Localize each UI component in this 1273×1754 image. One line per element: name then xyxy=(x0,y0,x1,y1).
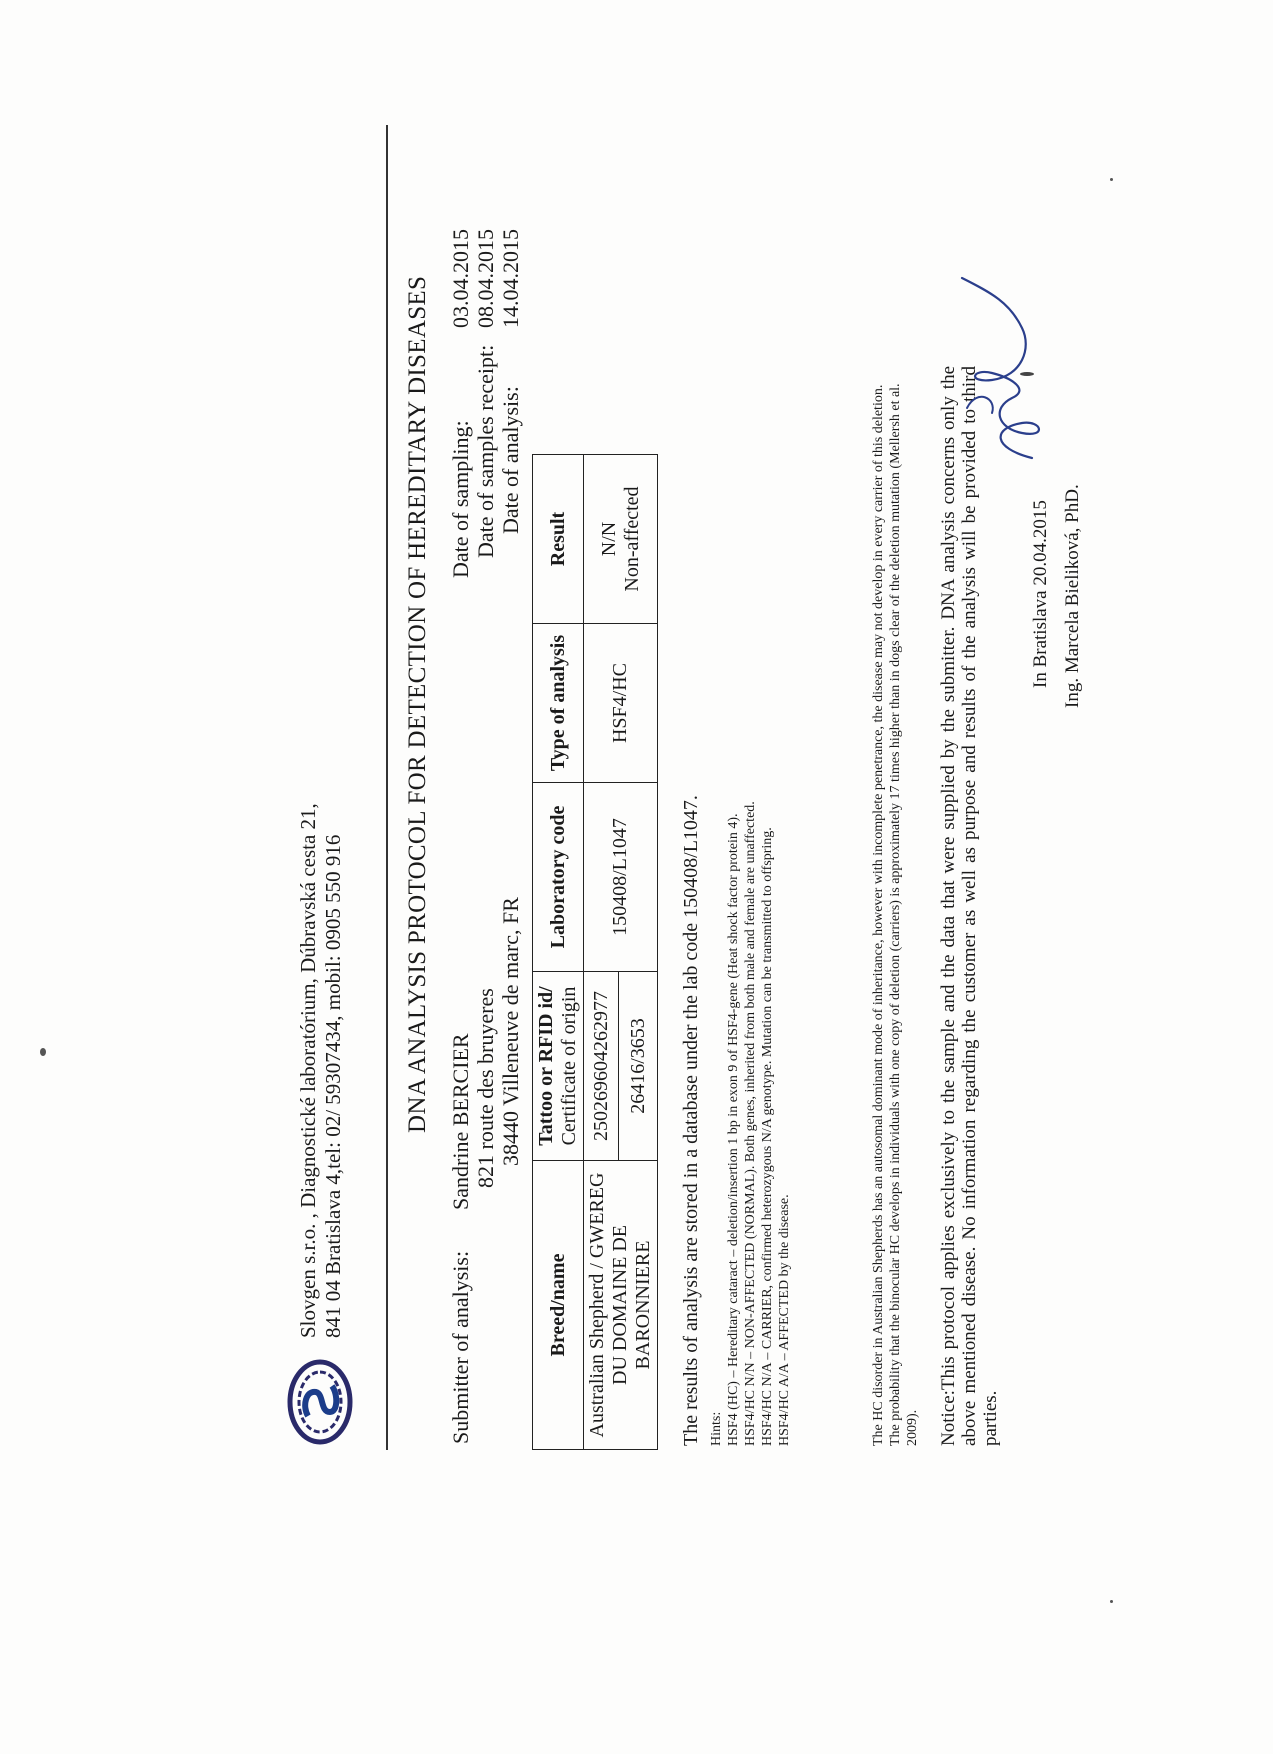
date-value: 03.04.2015 xyxy=(448,229,473,328)
date-label: Date of analysis: xyxy=(498,386,523,534)
submitter-street: 821 route des bruyeres xyxy=(473,988,498,1188)
date-label: Date of samples receipt: xyxy=(473,344,498,558)
protocol-title: DNA ANALYSIS PROTOCOL FOR DETECTION OF HEREDITARY DISEASES xyxy=(404,275,431,1133)
hint-line: HSF4/HC A/A – AFFECTED by the disease. xyxy=(777,1194,792,1446)
result-status: Non-affected xyxy=(620,486,643,592)
scan-speck xyxy=(40,1048,46,1056)
header-divider xyxy=(386,125,388,1450)
slovgen-logo-icon xyxy=(284,1354,356,1450)
dates-block xyxy=(448,228,523,578)
cell-breed xyxy=(584,1161,658,1450)
hint-line: HSF4 (HC) – Hereditary cataract – deletion/insertion 1 bp in exon 9 of HSF4-gene (Heat shock factor protein 4). xyxy=(726,813,741,1446)
rotated-document xyxy=(282,38,792,1468)
col-lab-code: Laboratory code xyxy=(533,783,584,972)
col-tattoo-label: Tattoo or RFID id/ xyxy=(535,986,557,1146)
hints-title: Hints: xyxy=(709,1411,724,1446)
cell-result xyxy=(584,455,658,624)
hc-paragraph: The HC disorder in Australian Shepherds has an autosomal dominant mode of inheritance, however with incomplete penetrance, the disease may not develop in every carrier of this deletion. The probability that the binocular HC develops in individuals with one copy of deletion (carriers) is approximately 17 times higher than in dogs clear of the deletion mutation (Mellersh et al. 2009). xyxy=(871,383,920,1446)
breed-line: DU DOMAINE DE xyxy=(609,1225,631,1385)
date-value: 08.04.2015 xyxy=(473,229,498,328)
date-row xyxy=(498,228,523,578)
table-header-row xyxy=(533,455,584,1450)
scan-speck xyxy=(1110,1600,1113,1603)
col-type: Type of analysis xyxy=(533,624,584,783)
date-value: 14.04.2015 xyxy=(498,229,523,328)
result-genotype: N/N xyxy=(597,521,620,557)
submitter-name: Sandrine BERCIER xyxy=(448,1033,473,1210)
table-row xyxy=(584,455,619,1450)
notice-paragraph: Notice:This protocol applies exclusively to the sample and the data that were supplied by the submitter. DNA analysis concerns only the above mentioned disease. No information regarding the customer as well as purpose and results of the analysis will be provided to third parties. xyxy=(938,366,1001,1446)
submitter-label: Submitter of analysis: xyxy=(448,1250,473,1444)
col-breed: Breed/name xyxy=(533,1161,584,1450)
signer-name: Ing. Marcela Bieliková, PhD. xyxy=(1062,484,1083,708)
cell-type: HSF4/HC xyxy=(584,624,658,783)
company-line: Slovgen s.r.o. , Diagnostické laboratórium, Dúbravská cesta 21, xyxy=(296,803,320,1338)
results-table xyxy=(532,454,658,1450)
cell-rfid: 250269604262977 xyxy=(584,972,619,1161)
col-tattoo-sublabel: Certificate of origin xyxy=(558,986,580,1146)
col-result: Result xyxy=(533,455,584,624)
hints-block xyxy=(708,801,793,1446)
breed-line: BARONNIERE xyxy=(632,1240,654,1370)
handwritten-signature xyxy=(952,268,1062,468)
hint-line: HSF4/HC N/A – CARRIER, confirmed heterozygous N/A genotype. Mutation can be transmitted to offspring. xyxy=(760,827,775,1446)
hint-line: HSF4/HC N/N – NON-AFFECTED (NORMAL). Both genes, inherited from both male and female are unaffected. xyxy=(743,801,758,1446)
date-row xyxy=(473,228,498,578)
place-date: In Bratislava 20.04.2015 xyxy=(1030,500,1051,688)
rotated-document-lower xyxy=(862,38,1182,1468)
date-label: Date of sampling: xyxy=(448,420,473,578)
breed-line: Australian Shepherd / GWEREG xyxy=(586,1172,608,1438)
address-line: 841 04 Bratislava 4,tel: 02/ 59307434, mobil: 0905 550 916 xyxy=(321,834,345,1338)
col-tattoo xyxy=(533,972,584,1161)
database-note: The results of analysis are stored in a database under the lab code 150408/L1047. xyxy=(680,795,702,1446)
lab-header xyxy=(296,803,346,1338)
submitter-address xyxy=(448,897,523,1210)
cell-lab-code: 150408/L1047 xyxy=(584,783,658,972)
date-row xyxy=(448,228,473,578)
submitter-city: 38440 Villeneuve de marc, FR xyxy=(498,897,523,1166)
cell-certificate: 26416/3653 xyxy=(619,972,658,1161)
